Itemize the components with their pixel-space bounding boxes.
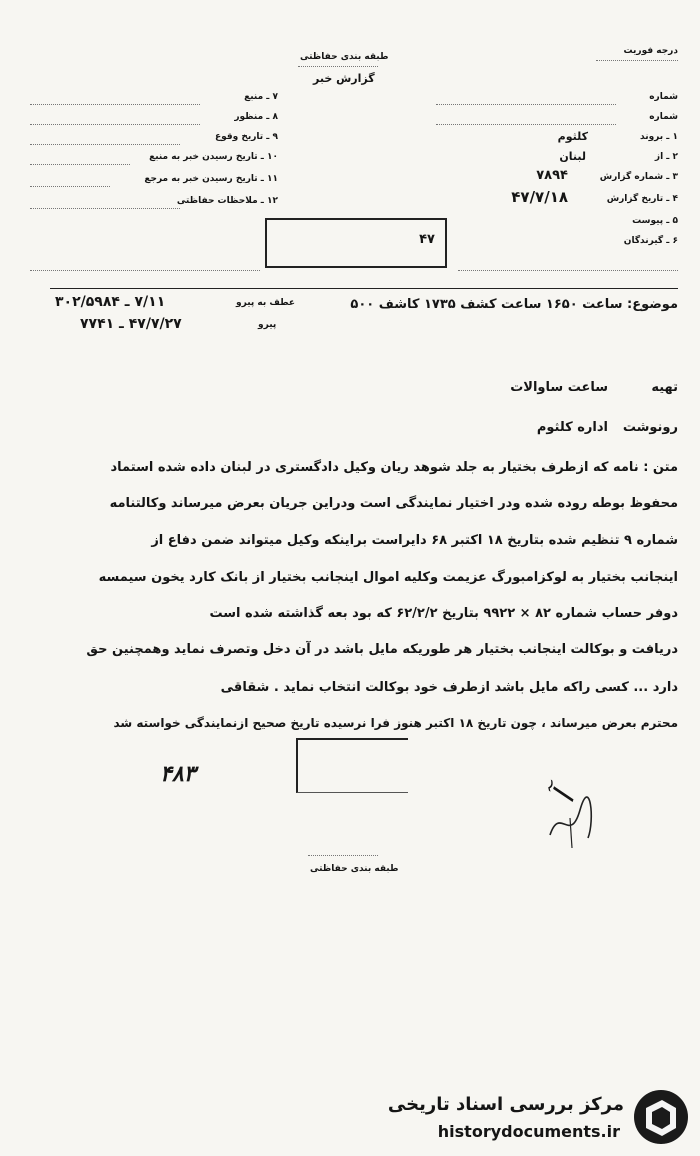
- form-left-line: [30, 144, 180, 145]
- body-line: محفوظ بوطه روده شده ودر اختیار نمایندگی است ودراین جریان بعرض میرساند وکالتنامه: [109, 496, 678, 511]
- subject-rule: [50, 288, 678, 289]
- form-right-label: ۴ ـ تاریخ گزارش: [606, 194, 678, 204]
- body-meta-2: اداره کلثوم: [536, 420, 608, 435]
- classification-top-line: [298, 66, 378, 67]
- form-left-label: ۷ ـ منبع: [244, 92, 278, 102]
- body-label-copy: رونوشت: [622, 420, 678, 435]
- form-left-label: ۸ ـ منظور: [234, 112, 278, 122]
- classification-bottom-line: [308, 855, 378, 856]
- signature-stroke: [540, 787, 600, 850]
- watermark: [387, 1086, 690, 1150]
- body-line: شماره ۹ تنظیم شده بتاریخ ۱۸ اکتبر ۶۸ دایراست براینکه وکیل میتواند ضمن دفاع از: [151, 533, 678, 548]
- form-right-line: [436, 104, 616, 105]
- body-line: دوفر حساب شماره ۸۲ × ۹۹۲۲ بتاریخ ۶۲/۲/۲ که بود بعه گذاشته شده است: [209, 606, 678, 621]
- body-line: اینجانب بختیار به لوکزامبورگ عزیمت وکلیه اموال اینجانب بختیار از بانک کارد یخون سیمسه: [98, 570, 678, 585]
- form-left-label: ۹ ـ تاریخ وقوع: [214, 132, 278, 142]
- form-right-label: شماره: [649, 112, 678, 122]
- form-right-line: [436, 124, 616, 125]
- stamp-text: ۴۷: [419, 232, 435, 247]
- form-right-value: کلثوم: [557, 130, 588, 143]
- reference-value: ۷/۱۱ ـ ۳۰۲/۵۹۸۴: [55, 294, 166, 310]
- form-left-label: ۱۱ ـ تاریخ رسیدن خبر به مرجع: [144, 174, 278, 184]
- header-bottom-line-right: [458, 270, 678, 271]
- report-title: گزارش خبر: [313, 72, 375, 85]
- body-line: دریافت و بوکالت اینجانب بختیار هر طوریکه مایل باشد در آن دخل وتصرف نماید وهمچنین حق: [86, 642, 678, 657]
- form-left-line: [30, 104, 200, 105]
- header-bottom-line: [30, 270, 260, 271]
- handwritten-annotation: ۴۸۳: [160, 762, 196, 787]
- signature: آ: [546, 787, 583, 808]
- priority-line: [596, 60, 678, 61]
- body-meta-1: ساعت ساوالات: [510, 380, 608, 395]
- body-line: دارد ... کسی راکه مایل باشد ازطرف خود بوکالت انتخاب نماید . شقاقی: [220, 680, 678, 695]
- form-right-label: ۶ ـ گیرندگان: [623, 236, 678, 246]
- watermark-url: historydocuments.ir: [437, 1122, 620, 1141]
- form-right-label: ۳ ـ شماره گزارش: [599, 172, 678, 182]
- form-right-label: شماره: [649, 92, 678, 102]
- body-label-prepared: تهیه: [651, 380, 678, 395]
- priority-label: درجه فوریت: [623, 46, 678, 56]
- form-right-value: ۷۸۹۴: [536, 168, 568, 183]
- form-right-label: ۱ ـ بروند: [640, 132, 678, 142]
- form-right-label: ۲ ـ از: [654, 152, 678, 162]
- form-left-line: [30, 186, 110, 187]
- body-line: محترم بعرض میرساند ، چون تاریخ ۱۸ اکتبر هنوز فرا نرسیده تاریخ صحیح ازنمایندگی خواسته شد: [113, 716, 678, 730]
- form-right: [428, 92, 678, 252]
- lower-stamp: [296, 738, 408, 793]
- form-right-value: ۴۷/۷/۱۸: [511, 188, 568, 206]
- reference-value-2: ۴۷/۷/۲۷ ـ ۷۷۴۱: [80, 316, 182, 332]
- form-right-label: ۵ ـ پیوست: [632, 216, 678, 226]
- logo-icon: [632, 1088, 690, 1146]
- stamp-box: [265, 218, 447, 268]
- body-line: متن : نامه که ازطرف بختیار به جلد شوهد ریان وکیل دادگستری در لبنان داده شده استماد: [110, 460, 678, 475]
- form-left-line: [30, 124, 200, 125]
- form-left: [30, 92, 278, 212]
- classification-bottom: طبقه بندی حفاظتی: [310, 864, 399, 874]
- form-left-line: [30, 164, 130, 165]
- reference-label: عطف به پیرو: [236, 298, 295, 308]
- form-left-label: ۱۲ ـ ملاحظات حفاظتی: [176, 196, 278, 206]
- classification-top: طبقه بندی حفاظتی: [300, 52, 389, 62]
- form-left-label: ۱۰ ـ تاریخ رسیدن خبر به منبع: [149, 152, 278, 162]
- reference-label-2: پیرو: [258, 320, 277, 330]
- watermark-title: مرکز بررسی اسناد تاریخی: [387, 1094, 624, 1115]
- form-left-line: [30, 208, 180, 209]
- subject-line: موضوع: ساعت ۱۶۵۰ ساعت کشف ۱۷۳۵ کاشف ۵۰۰: [350, 297, 678, 312]
- form-right-value: لبنان: [559, 150, 586, 163]
